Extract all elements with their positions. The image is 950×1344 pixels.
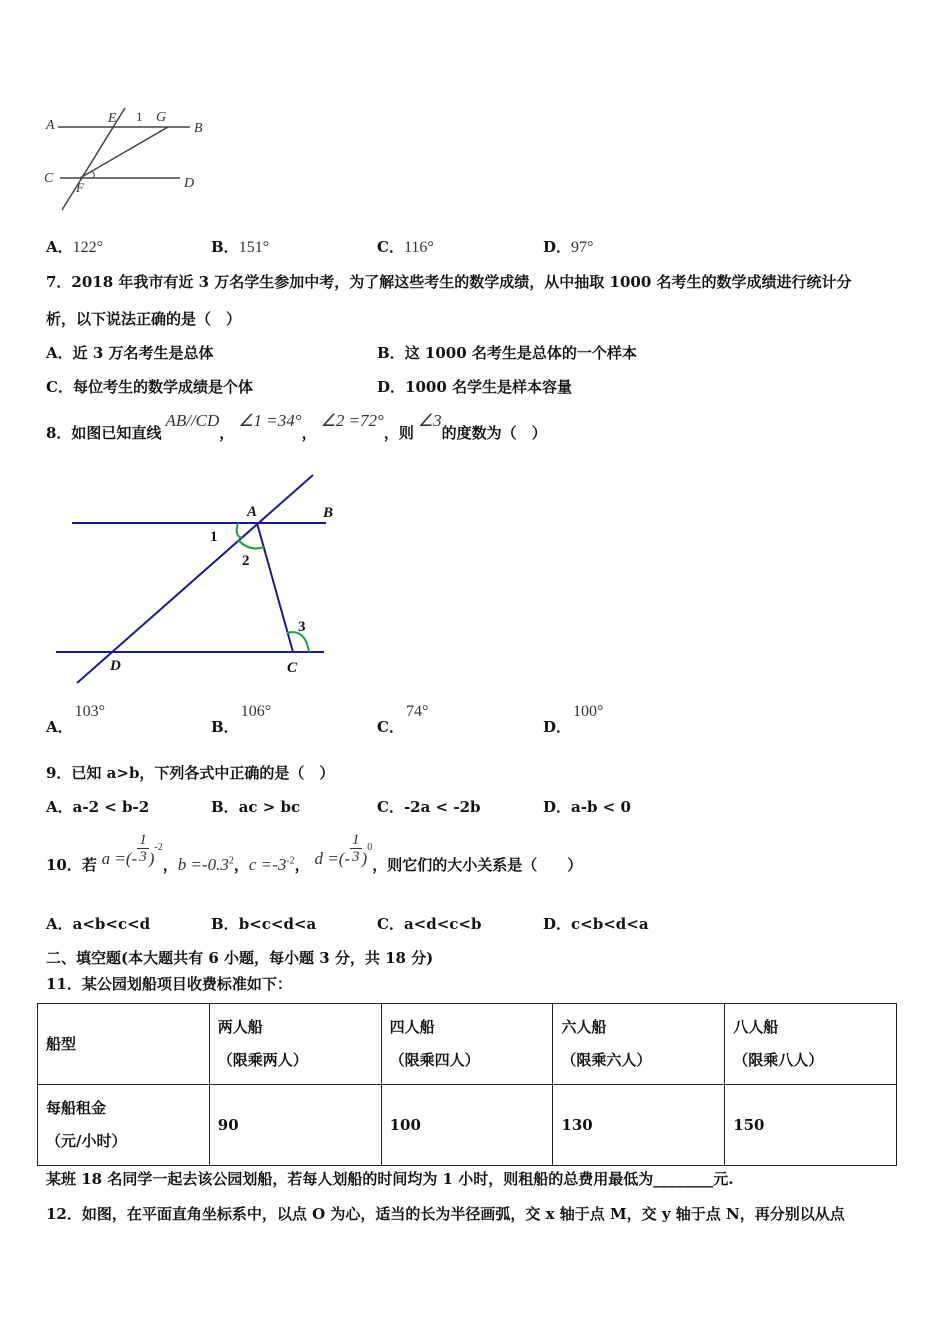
q8-angle1: ∠1 =34°: [238, 411, 302, 430]
table-header-cell: 两人船 （限乘两人）: [209, 1004, 381, 1085]
line-fg: [80, 127, 168, 178]
option-letter: A．: [46, 238, 73, 256]
option-text: 151°: [238, 239, 270, 256]
table-header-cell: 六人船 （限乘六人）: [553, 1004, 725, 1085]
q6-option-a[interactable]: [46, 236, 103, 257]
table-cell: 90: [209, 1085, 381, 1166]
section-title: 二、填空题(本大题共有 6 小题，每小题 3 分，共 18 分): [46, 949, 434, 967]
q12-stem: 12．如图，在平面直角坐标系中，以点 O 为心，适当的长为半径画弧，交 x 轴于点 M，交 y 轴于点 N，再分别以从点: [46, 1205, 845, 1223]
q10-option-b[interactable]: B．b<c<d<a: [211, 915, 317, 933]
q9-option-c[interactable]: C．-2a < -2b: [377, 798, 481, 816]
q6-option-c[interactable]: [377, 236, 434, 257]
label-1: 1: [210, 529, 218, 545]
q8-stem: [46, 410, 547, 440]
option-text: 116°: [403, 239, 434, 256]
q11-stem: 11．某公园划船项目收费标准如下：: [46, 975, 292, 993]
q8-ab-parallel: AB//CD: [165, 411, 220, 430]
q7-option-b[interactable]: B．这 1000 名考生是总体的一个样本: [377, 344, 637, 362]
q10-expr-c: $c =-3^{-2}$: [248, 855, 295, 874]
q9-stem: 9．已知 a>b，下列各式中正确的是（ ）: [46, 764, 335, 782]
label-G: G: [156, 110, 167, 125]
q8-angle2: ∠2 =72°: [320, 411, 384, 430]
table-header-cell: 八人船 （限乘八人）: [725, 1004, 897, 1085]
option-letter: C．: [377, 238, 404, 256]
q10-expr-a: a =(- $\frac{1}{3}$ )$^{-2}$: [101, 832, 163, 869]
table-row: [38, 1004, 897, 1085]
label-E: E: [108, 111, 117, 126]
label-B: B: [323, 505, 334, 521]
q6-option-b[interactable]: [211, 236, 269, 257]
q10-comma: ，: [233, 856, 249, 874]
q8-option-a[interactable]: A．103°: [46, 703, 106, 736]
table-header-cell: 四人船 （限乘四人）: [381, 1004, 553, 1085]
angle-arc-2: [238, 540, 264, 548]
label-F: F: [76, 180, 84, 195]
q7-option-c[interactable]: C．每位考生的数学成绩是个体: [46, 378, 253, 396]
q8-option-c[interactable]: C．74°: [377, 703, 429, 736]
angle-arc-1: [237, 523, 242, 538]
q10-option-a[interactable]: A．a<b<c<d: [46, 915, 151, 933]
label-C: C: [287, 660, 298, 676]
label-D: D: [110, 658, 121, 674]
fee-table: [37, 1003, 897, 1166]
q7-stem-line2: 析，以下说法正确的是（ ）: [46, 310, 242, 328]
q7-option-a[interactable]: A．近 3 万名考生是总体: [46, 344, 214, 362]
table-cell: 每船租金 （元/小时）: [38, 1085, 210, 1166]
label-1: 1: [136, 109, 143, 124]
label-A: A: [247, 504, 258, 520]
q8-option-b[interactable]: B．106°: [211, 703, 272, 736]
label-2: 2: [242, 553, 250, 569]
option-letter: B．: [211, 238, 239, 256]
q10-option-c[interactable]: C．a<d<c<b: [377, 915, 482, 933]
q8-option-d[interactable]: D．100°: [543, 703, 604, 736]
q8-prefix: 8．如图已知直线: [46, 424, 162, 442]
q6-figure: [40, 100, 220, 215]
option-text: 97°: [571, 239, 594, 256]
q8-figure: [50, 470, 350, 690]
table-row: [38, 1085, 897, 1166]
q8-suffix: 的度数为（ ）: [441, 424, 547, 442]
label-A: A: [46, 118, 55, 133]
table-cell: 130: [553, 1085, 725, 1166]
q10-suffix: ，则它们的大小关系是（ ）: [372, 856, 583, 874]
label-D: D: [184, 176, 195, 191]
q7-option-d[interactable]: D．1000 名学生是样本容量: [377, 378, 572, 396]
q8-angle3: ∠3: [417, 411, 442, 430]
q8-comma: ，: [219, 424, 235, 442]
q10-stem: [46, 832, 582, 877]
label-3: 3: [298, 619, 306, 635]
table-cell: 150: [725, 1085, 897, 1166]
q9-option-b[interactable]: B．ac > bc: [211, 798, 301, 816]
q10-expr-d: d =(- $\frac{1}{3}$ )$^0$: [314, 832, 373, 869]
label-C: C: [44, 171, 54, 186]
option-letter: D．: [543, 238, 572, 256]
option-text: 122°: [72, 239, 104, 256]
table-header-cell: 船型: [38, 1004, 210, 1085]
q10-option-d[interactable]: D．c<b<d<a: [543, 915, 649, 933]
q6-option-d[interactable]: [543, 236, 593, 257]
q10-prefix: 10．若: [46, 856, 97, 874]
q10-comma: ，: [162, 856, 178, 874]
q10-expr-b: $b =-0.3^2$: [177, 855, 234, 874]
q9-option-a[interactable]: A．a-2 < b-2: [46, 798, 150, 816]
q11-question: 某班 18 名同学一起去该公园划船，若每人划船的时间均为 1 小时，则租船的总费用最低为________元.: [46, 1170, 734, 1188]
label-B: B: [194, 121, 203, 136]
q8-then: ，则: [383, 424, 414, 442]
q9-option-d[interactable]: D．a-b < 0: [543, 798, 631, 816]
q7-stem-line1: 7．2018 年我市有近 3 万名学生参加中考，为了解这些考生的数学成绩，从中抽取 1000 名考生的数学成绩进行统计分: [46, 273, 852, 291]
q10-comma: ，: [294, 856, 310, 874]
angle-arc-f: [92, 171, 94, 178]
table-cell: 100: [381, 1085, 553, 1166]
q8-comma: ，: [301, 424, 317, 442]
